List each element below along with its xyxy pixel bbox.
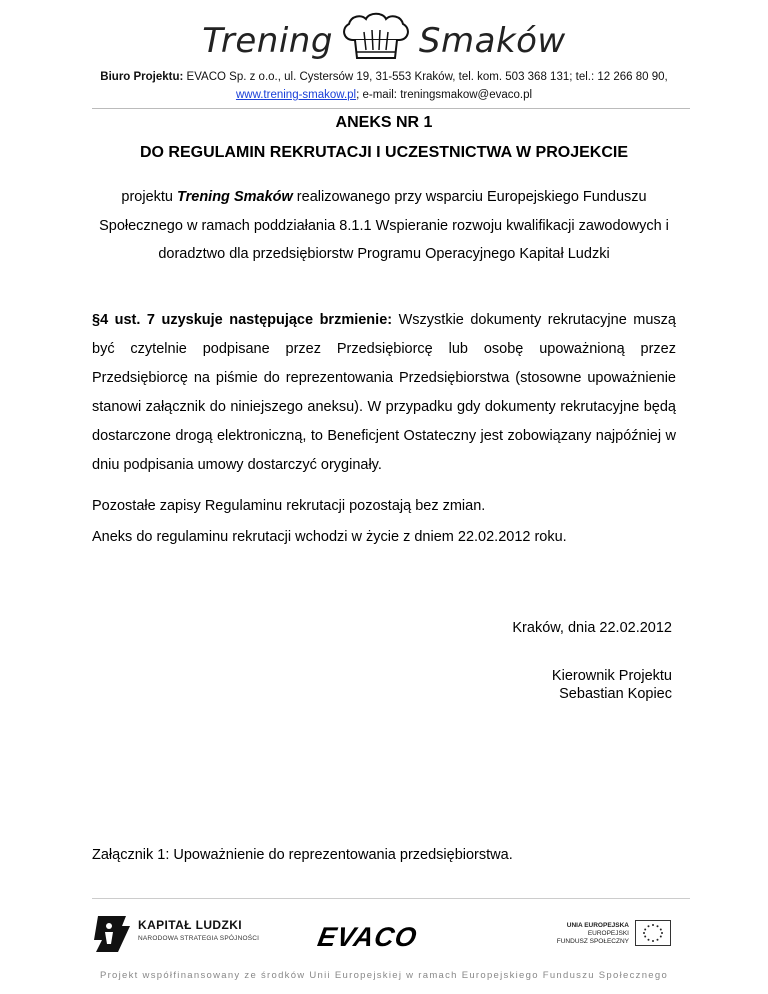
kapital-ludzki-subtitle: NARODOWA STRATEGIA SPÓJNOŚCI [138, 935, 260, 942]
logo-word-left: Trening [202, 21, 333, 61]
footer-divider [92, 898, 690, 899]
document-subtitle: DO REGULAMIN REKRUTACJI I UCZESTNICTWA W PROJEKCIE [139, 144, 628, 161]
signature-block [552, 667, 672, 703]
eu-flag-icon [635, 920, 671, 946]
intro-paragraph [96, 183, 672, 269]
header-divider [92, 108, 690, 109]
clause-heading: §4 ust. 7 uzyskuje następujące brzmienie: [92, 312, 393, 328]
logo-word-right: Smaków [418, 21, 566, 61]
signer-name: Sebastian Kopiec [559, 686, 672, 702]
signer-role: Kierownik Projektu [551, 668, 672, 684]
kapital-ludzki-title: KAPITAŁ LUDZKI [138, 918, 243, 932]
eu-label-line2: EUROPEJSKI [587, 930, 629, 937]
intro-text: realizowanego przy wsparciu Europejskiego Funduszu Społecznego w ramach poddziałania 8.1.1 Wspieranie rozwoju kwalifikacji zawodowych i doradztwo dla przedsiębiorstw Programu Operacyjnego Kapitał Ludzki [99, 189, 669, 262]
kapital-ludzki-logo [92, 912, 136, 956]
chef-hat-icon [339, 10, 413, 64]
eu-label-line3: FUNDUSZ SPOŁECZNY [556, 938, 629, 945]
clause-text: Wszystkie dokumenty rekrutacyjne muszą być czytelnie podpisane przez Przedsiębiorcę lub osobę upoważnioną przez Przedsiębiorcę na piśmie do reprezentowania Przedsiębiorstwa (stosowne upoważnienie stanowi załącznik do niniejszego aneksu). W przypadku gdy dokumenty rekrutacyjne będą dostarczone drogą elektroniczną, to Beneficjent Ostateczny jest zobowiązany najpóźniej w dniu podpisania umowy dostarczyć oryginały. [92, 312, 676, 473]
project-name: Trening Smaków [177, 189, 293, 205]
eu-label-line1: UNIA EUROPEJSKA [566, 922, 629, 929]
attachment-note: Załącznik 1: Upoważnienie do reprezentowania przedsiębiorstwa. [92, 847, 513, 863]
document-title: ANEKS NR 1 [335, 114, 433, 131]
eu-label [534, 922, 629, 946]
unchanged-provisions-text: Pozostałe zapisy Regulaminu rekrutacji pozostają bez zmian. [92, 498, 486, 514]
effective-date-text: Aneks do regulaminu rekrutacji wchodzi w życie z dniem 22.02.2012 roku. [92, 529, 567, 545]
trening-smakow-logo [0, 10, 768, 66]
project-office-text: EVACO Sp. z o.o., ul. Cystersów 19, 31-553 Kraków, tel. kom. 503 368 131; tel.: 12 266 80 90, [183, 71, 668, 83]
website-link[interactable]: www.trening-smakow.pl [235, 89, 357, 101]
email-text: ; e-mail: treningsmakow@evaco.pl [356, 89, 533, 101]
intro-prefix: projektu [121, 189, 178, 205]
project-office-label: Biuro Projektu: [100, 71, 184, 83]
cofinancing-note: Projekt współfinansowany ze środków Unii Europejskiej w ramach Europejskiego Funduszu Społecznego [99, 970, 669, 981]
evaco-logo: EVACO [315, 922, 420, 952]
project-office-address [0, 71, 768, 83]
clause-paragraph [92, 306, 676, 480]
project-contact-line [0, 89, 768, 101]
place-and-date: Kraków, dnia 22.02.2012 [512, 620, 672, 636]
